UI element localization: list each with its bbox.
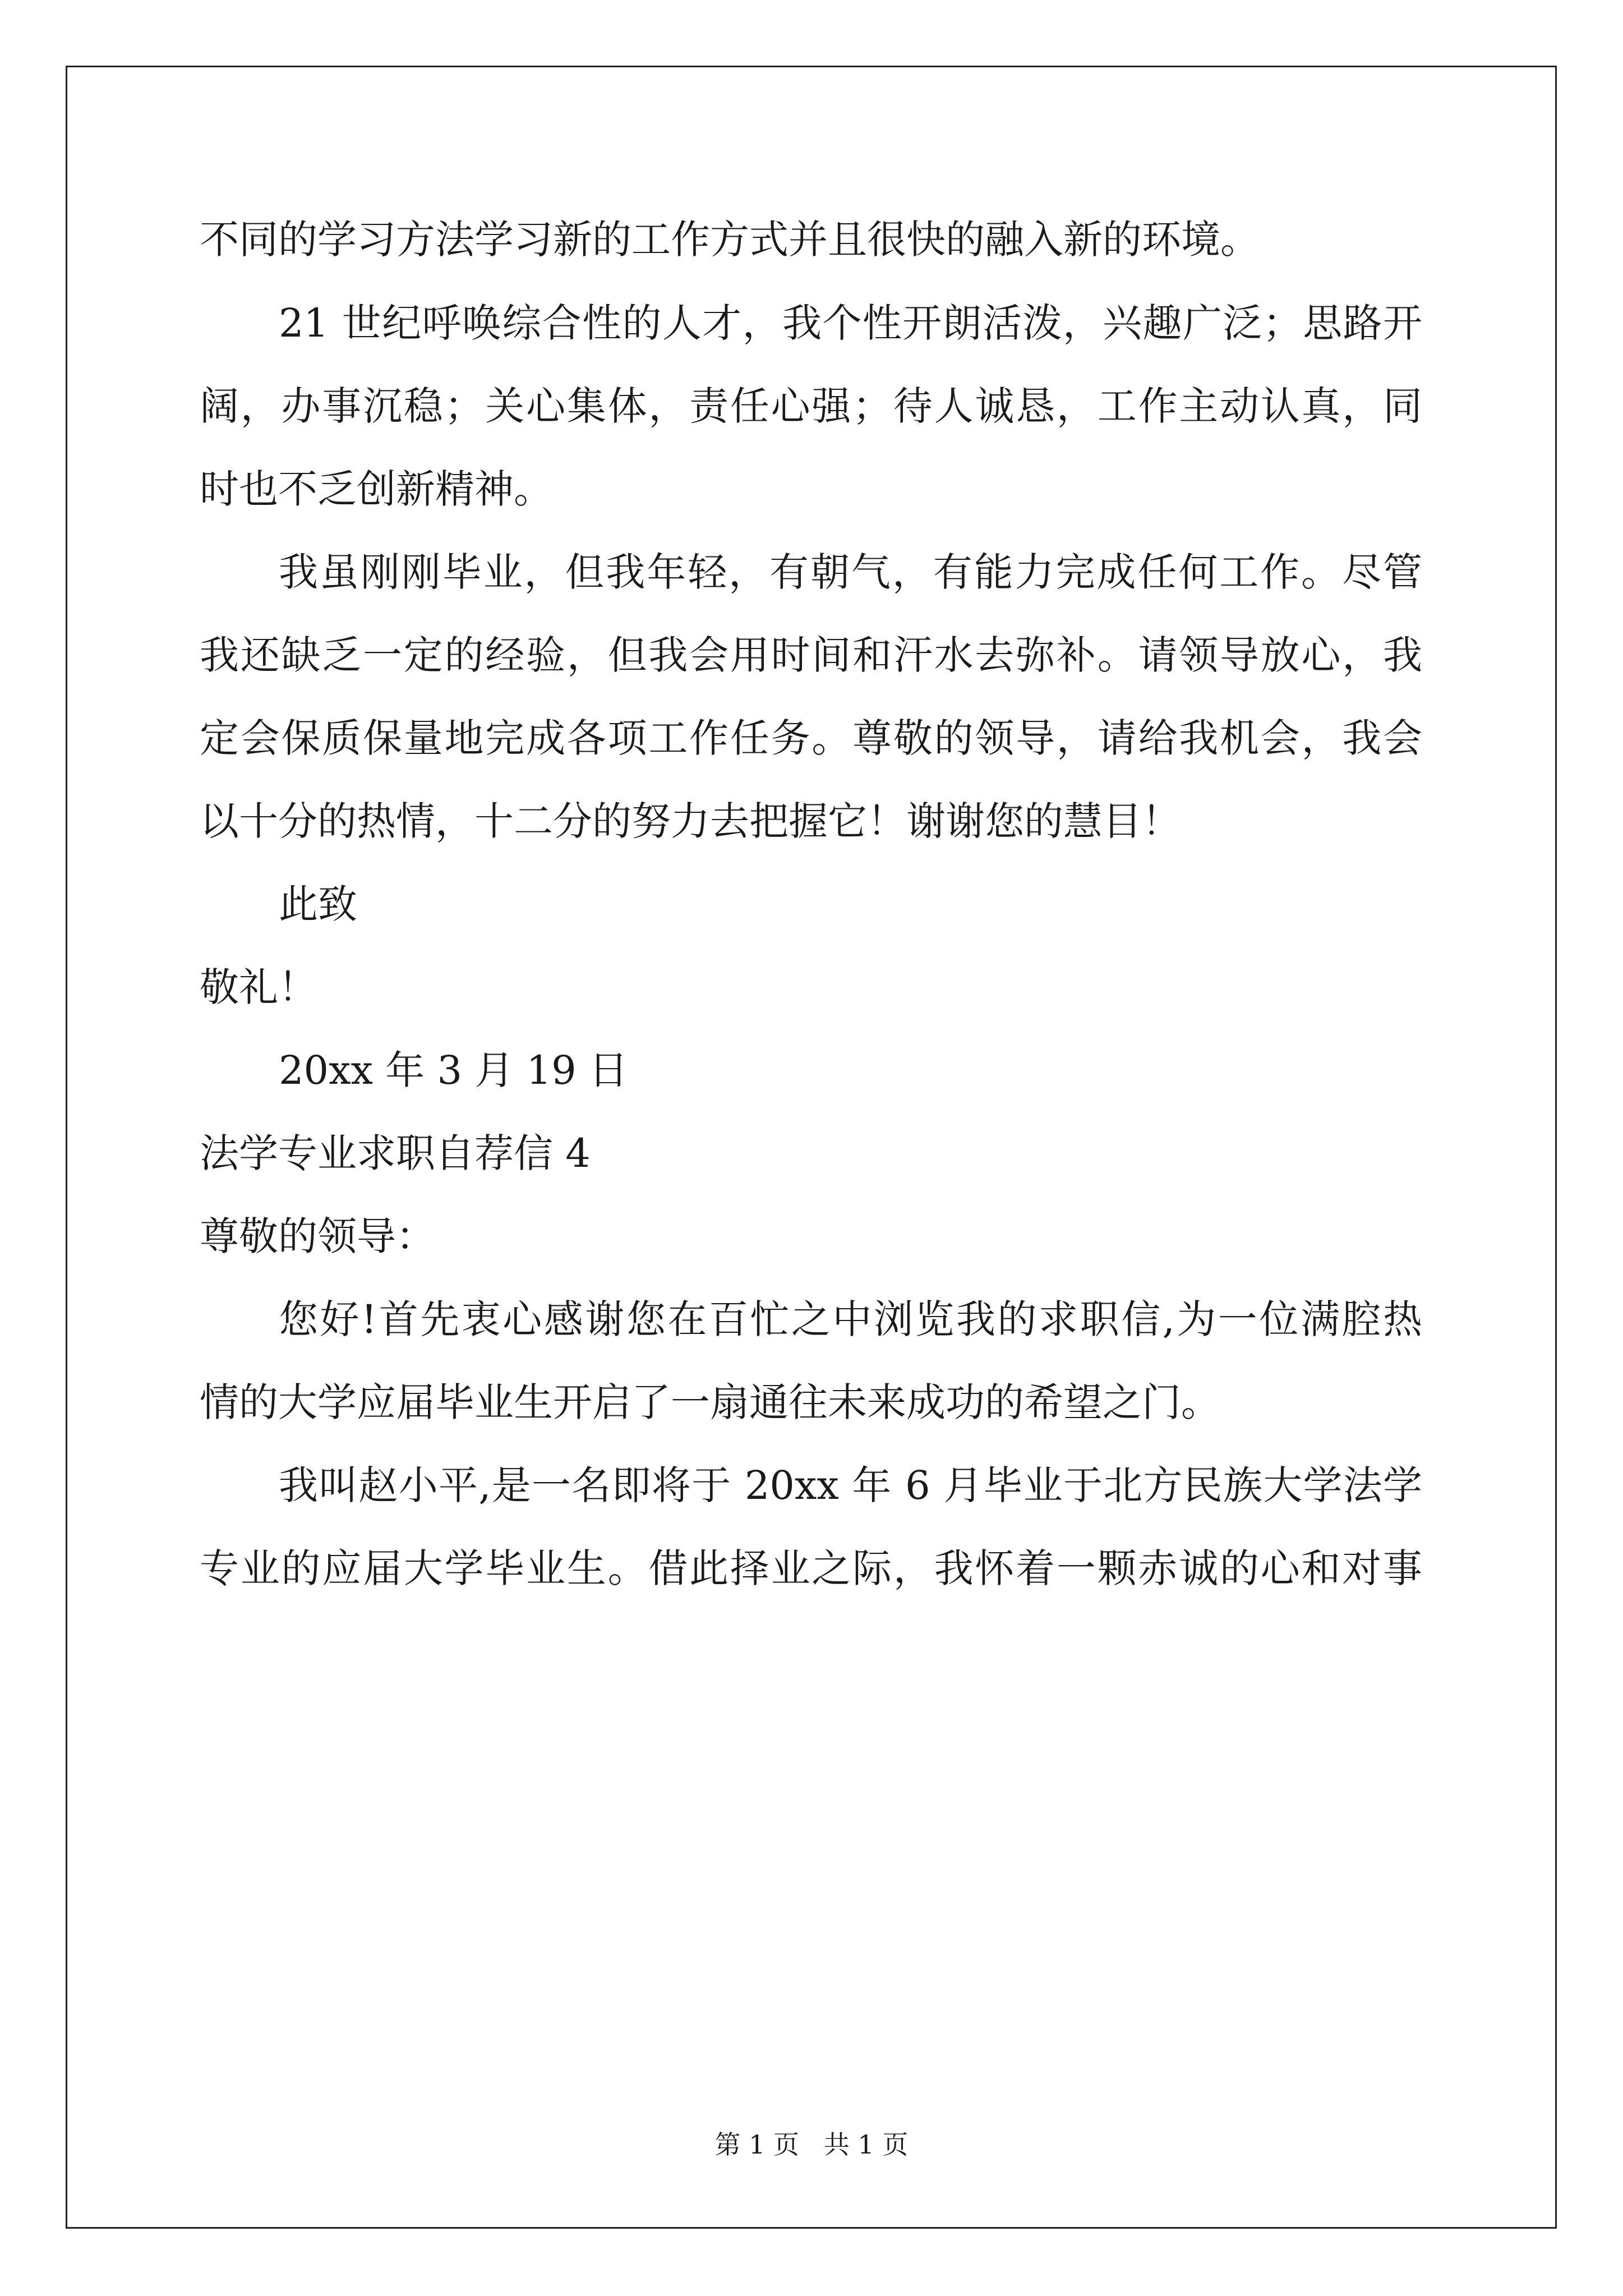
body-line: 不同的学习方法学习新的工作方式并且很快的融入新的环境。 [200,217,1260,263]
body-line: 以十分的热情，十二分的努力去把握它！谢谢您的慧目！ [200,798,1181,844]
body-line: 专业的应届大学毕业生。借此择业之际，我怀着一颗赤诚的心和对事 [200,1545,1422,1591]
closing-phrase: 此致 [279,881,357,927]
paragraph-first-line: 我虽刚刚毕业，但我年轻，有朝气，有能力完成任何工作。尽管 [279,549,1422,595]
body-line: 定会保质保量地完成各项工作任务。尊敬的领导，请给我机会，我会 [200,715,1422,761]
greeting: 尊敬的领导： [200,1213,435,1259]
body-line: 我还缺乏一定的经验，但我会用时间和汗水去弥补。请领导放心，我 [200,632,1422,678]
salutation-closing: 敬礼！ [200,964,317,1010]
page-number-footer: 第 1 页 共 1 页 [714,2129,909,2160]
letter-date: 20xx 年 3 月 19 日 [279,1047,628,1093]
paragraph-first-line: 我叫赵小平,是一名即将于 20xx 年 6 月毕业于北方民族大学法学 [279,1462,1422,1508]
body-line: 情的大学应届毕业生开启了一扇通往未来成功的希望之门。 [200,1379,1220,1425]
body-line: 时也不乏创新精神。 [200,466,553,512]
paragraph-first-line: 您好!首先衷心感谢您在百忙之中浏览我的求职信,为一位满腔热 [279,1296,1422,1342]
body-line: 阔，办事沉稳；关心集体，责任心强；待人诚恳，工作主动认真，同 [200,383,1422,429]
paragraph-first-line: 21 世纪呼唤综合性的人才，我个性开朗活泼，兴趣广泛；思路开 [279,300,1422,346]
section-title: 法学专业求职自荐信 4 [200,1130,591,1176]
